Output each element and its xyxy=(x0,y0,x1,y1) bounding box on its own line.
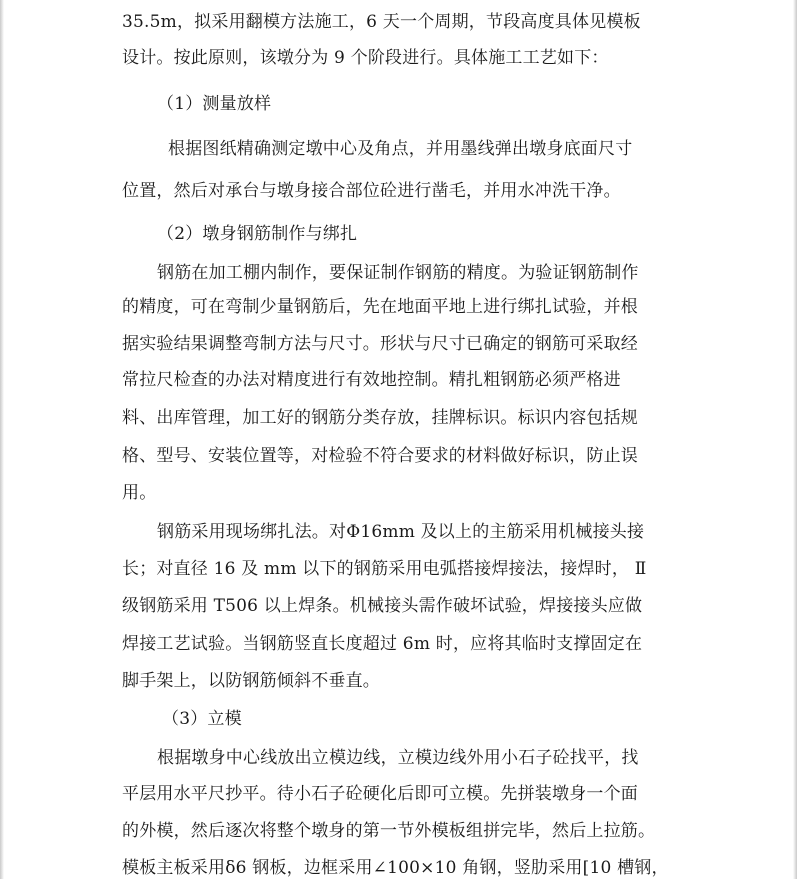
text-line: 平层用水平尺抄平。待小石子砼硬化后即可立模。先拼装墩身一个面 xyxy=(122,784,638,804)
text-line: 钢筋采用现场绑扎法。对Φ16mm 及以上的主筋采用机械接头接 xyxy=(157,522,645,542)
text-line: 焊接工艺试验。当钢筋竖直长度超过 6m 时，应将其临时支撑固定在 xyxy=(122,634,643,654)
text-line: 设计。按此原则，该墩分为 9 个阶段进行。具体施工工艺如下： xyxy=(122,48,609,68)
section-heading-formwork: （3）立模 xyxy=(162,709,242,729)
text-line: 根据墩身中心线放出立模边线，立模边线外用小石子砼找平，找 xyxy=(157,748,639,768)
text-line: 长；对直径 16 及 mm 以下的钢筋采用电弧搭接焊接法，接焊时， Ⅱ xyxy=(122,559,647,579)
text-line: 位置，然后对承台与墩身接合部位砼进行凿毛，并用水冲洗干净。 xyxy=(122,181,621,201)
page-right-edge xyxy=(793,0,797,879)
text-line: 钢筋在加工棚内制作，要保证制作钢筋的精度。为验证钢筋制作 xyxy=(157,263,639,283)
text-line: 用。 xyxy=(122,483,157,503)
text-line: 格、型号、安装位置等，对检验不符合要求的材料做好标识，防止误 xyxy=(122,446,638,466)
text-line: 脚手架上，以防钢筋倾斜不垂直。 xyxy=(122,671,380,691)
text-line: 的外模，然后逐次将整个墩身的第一节外模板组拼完毕，然后上拉筋。 xyxy=(122,821,656,841)
section-heading-rebar: （2）墩身钢筋制作与绑扎 xyxy=(157,224,358,244)
text-line: 35.5m，拟采用翻模方法施工，6 天一个周期，节段高度具体见模板 xyxy=(122,12,641,32)
text-line: 据实验结果调整弯制方法与尺寸。形状与尺寸已确定的钢筋可采取经 xyxy=(122,334,638,354)
text-line: 根据图纸精确测定墩中心及角点，并用墨线弹出墩身底面尺寸 xyxy=(168,139,633,159)
text-line: 料、出库管理，加工好的钢筋分类存放，挂牌标识。标识内容包括规 xyxy=(122,408,638,428)
text-line: 模板主板采用δ6 钢板，边框采用∠100×10 角钢，竖肋采用[10 槽钢， xyxy=(122,858,669,878)
page-left-edge xyxy=(0,0,4,879)
text-line: 的精度，可在弯制少量钢筋后，先在地面平地上进行绑扎试验，并根 xyxy=(122,297,638,317)
text-line: 常拉尺检查的办法对精度进行有效地控制。精扎粗钢筋必须严格进 xyxy=(122,370,621,390)
section-heading-survey: （1）测量放样 xyxy=(157,94,272,114)
text-line: 级钢筋采用 T506 以上焊条。机械接头需作破坏试验，焊接接头应做 xyxy=(122,596,643,616)
